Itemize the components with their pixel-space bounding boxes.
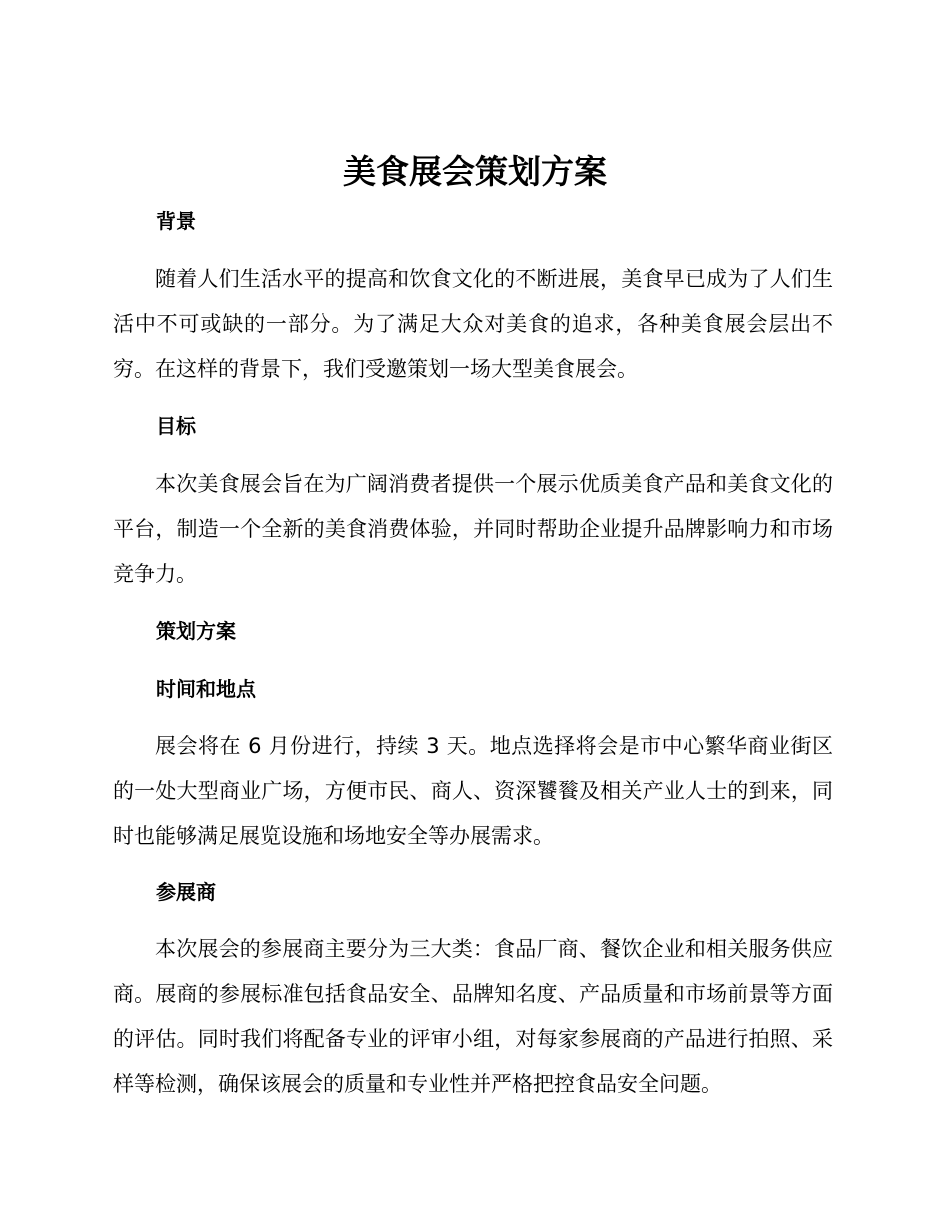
section-paragraph-background: 随着人们生活水平的提高和饮食文化的不断进展，美食早已成为了人们生活中不可或缺的一部分。为了满足大众对美食的追求，各种美食展会层出不穷。在这样的背景下，我们受邀策划一场大型美食展会。: [113, 267, 833, 381]
section-heading-time-location: 时间和地点: [156, 677, 256, 701]
document-title: 美食展会策划方案: [343, 152, 607, 191]
section-paragraph-exhibitors: 本次展会的参展商主要分为三大类：食品厂商、餐饮企业和相关服务供应商。展商的参展标准包括食品安全、品牌知名度、产品质量和市场前景等方面的评估。同时我们将配备专业的评审小组，对每家参展商的产品进行拍照、采样等检测，确保该展会的质量和专业性并严格把控食品安全问题。: [113, 937, 833, 1096]
section-heading-plan: 策划方案: [156, 619, 236, 643]
section-heading-goal: 目标: [156, 414, 196, 438]
section-paragraph-goal: 本次美食展会旨在为广阔消费者提供一个展示优质美食产品和美食文化的平台，制造一个全新的美食消费体验，并同时帮助企业提升品牌影响力和市场竞争力。: [113, 472, 833, 586]
section-heading-exhibitors: 参展商: [156, 880, 216, 904]
section-paragraph-time-location: 展会将在 6 月份进行，持续 3 天。地点选择将会是市中心繁华商业街区的一处大型商业广场，方便市民、商人、资深饕餮及相关产业人士的到来，同时也能够满足展览设施和场地安全等办展需求。: [113, 734, 833, 848]
section-heading-background: 背景: [156, 209, 196, 233]
